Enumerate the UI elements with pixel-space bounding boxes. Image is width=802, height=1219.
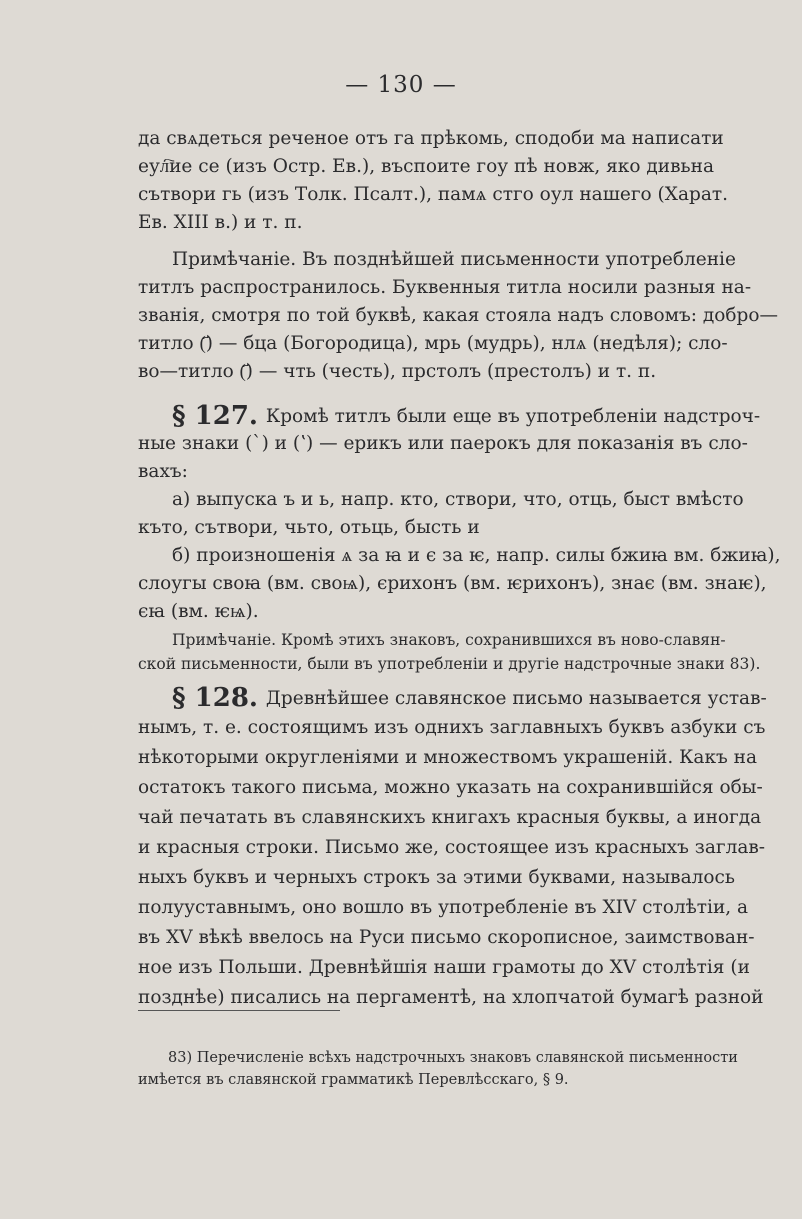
text-line: и красныя строки. Письмо же, состоящее изъ красныхъ заглав- xyxy=(138,837,766,858)
text-line: слоугы своꙗ (вм. своѩ), єрихонъ (вм. ѥрихонъ), знає (вм. знаѥ), xyxy=(138,573,767,594)
text-line: къто, сътвори, чьто, отьць, бысть и xyxy=(138,517,480,538)
note-line: титло (҃) — бца (Богородица), мрь (мудрь), нлѧ (недѣля); сло- xyxy=(138,333,728,354)
footnote-rule xyxy=(138,1010,340,1011)
section-127-first-line xyxy=(172,401,761,431)
page-number: — 130 — xyxy=(345,72,457,98)
text-line: въ XV вѣкѣ ввелось на Руси письмо скорописное, заимствован- xyxy=(138,927,755,948)
text-line: да свѧдеться реченое отъ га прѣкомь, сподоби ма написати xyxy=(138,128,724,149)
text-line: полууставнымъ, оно вошло въ употребленіе въ XIV столѣтіи, а xyxy=(138,897,749,918)
footnote-line: имѣется въ славянской грамматикѣ Перевлѣсскаго, § 9. xyxy=(138,1072,569,1088)
section-number: § 128. xyxy=(172,683,258,713)
text-line: б) произношенія ѧ за ꙗ и є за ѥ, напр. силы бжиꙗ вм. бжиꙗ), xyxy=(172,545,781,566)
text-line: сътвори гь (изъ Толк. Псалт.), памѧ стго оул нашего (Харат. xyxy=(138,184,728,205)
text-line: Древнѣйшее славянское письмо называется устав- xyxy=(265,688,767,709)
text-line: вахъ: xyxy=(138,461,188,482)
section-128-first-line xyxy=(172,683,767,713)
note-line: Примѣчаніе. Кромѣ этихъ знаковъ, сохранившихся въ ново-славян- xyxy=(172,631,726,649)
text-line: Ев. XIII в.) и т. п. xyxy=(138,212,303,233)
text-line: еул҇ие се (изъ Остр. Ев.), въспоите гоу пѣ новж, яко дивьна xyxy=(138,156,714,177)
text-line: а) выпуска ъ и ь, напр. кто, створи, что, отць, быст вмѣсто xyxy=(172,489,744,510)
note-line: званія, смотря по той буквѣ, какая стояла надъ словомъ: добро— xyxy=(138,305,779,326)
note-line: во—титло (҃) — чть (честь), прстолъ (престолъ) и т. п. xyxy=(138,361,657,382)
text-line: ное изъ Польши. Древнѣйшія наши грамоты до XV столѣтія (и xyxy=(138,957,750,978)
text-line: нѣкоторыми округленіями и множествомъ украшеній. Какъ на xyxy=(138,747,758,768)
text-line: єꙗ (вм. ѥѩ). xyxy=(138,601,259,622)
text-line: ныхъ буквъ и черныхъ строкъ за этими буквами, называлось xyxy=(138,867,735,888)
text-line: Кромѣ титлъ были еще въ употребленіи надстроч- xyxy=(265,406,761,427)
text-line: нымъ, т. е. состоящимъ изъ однихъ заглавныхъ буквъ азбуки съ xyxy=(138,717,766,738)
section-number: § 127. xyxy=(172,401,258,431)
footnote-line: 83) Перечисленіе всѣхъ надстрочныхъ знаковъ славянской письменности xyxy=(168,1050,738,1066)
note-line: титлъ распространилось. Буквенныя титла носили разныя на- xyxy=(138,277,752,298)
text-line: остатокъ такого письма, можно указать на сохранившійся обы- xyxy=(138,777,763,798)
text-line: позднѣе) писались на пергаментѣ, на хлопчатой бумагѣ разной xyxy=(138,987,764,1008)
text-line: ные знаки (ˋ) и (ʽ) — ерикъ или паерокъ для показанія въ сло- xyxy=(138,433,748,454)
note-line: ской письменности, были въ употребленіи и другіе надстрочные знаки 83). xyxy=(138,655,761,673)
text-line: чай печатать въ славянскихъ книгахъ красныя буквы, а иногда xyxy=(138,807,762,828)
note-line: Примѣчаніе. Въ позднѣйшей письменности употребленіе xyxy=(172,249,736,270)
